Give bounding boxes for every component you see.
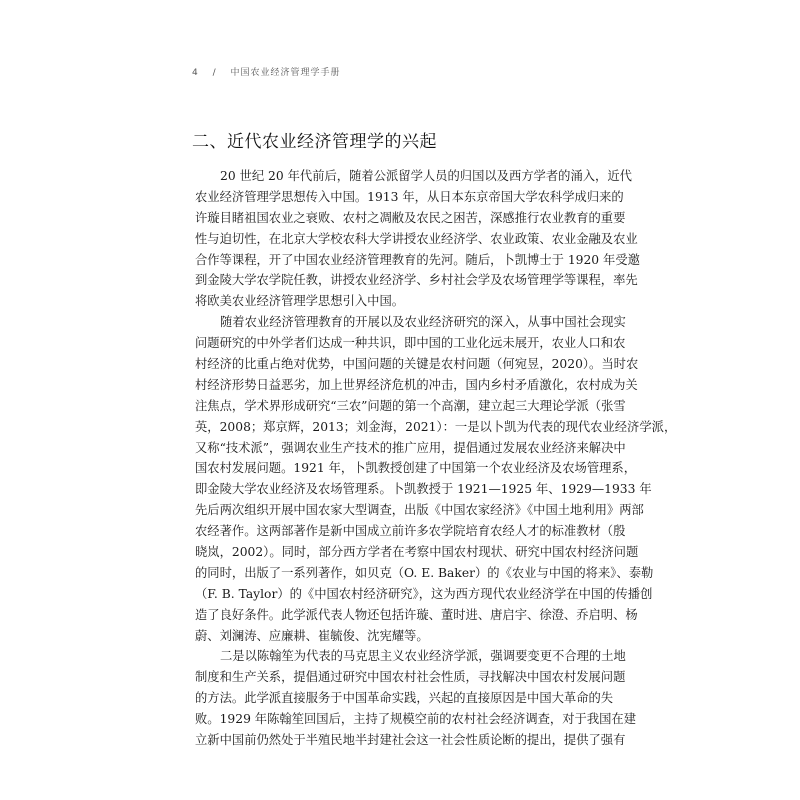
text-line: 许璇目睹祖国农业之衰败、农村之凋敝及农民之困苦，深感推行农业教育的重要 [195, 210, 626, 225]
text-line: 注焦点，学术界形成研究“三农”问题的第一个高潮，建立起三大理论学派（张雪 [195, 398, 626, 413]
text-line: 到金陵大学农学院任教，讲授农业经济学、乡村社会学及农场管理学等课程，率先 [195, 273, 638, 288]
text-line: 性与迫切性，在北京大学校农科大学讲授农业经济学、农业政策、农业金融及农业 [195, 231, 638, 246]
text-line: 先后两次组织开展中国农家大型调查，出版《中国农家经济》《中国土地利用》两部 [195, 503, 644, 518]
page-number: 4 [192, 68, 199, 78]
text-line: （F. B. Taylor）的《中国农村经济研究》，这为西方现代农业经济学在中国的传播创 [195, 586, 653, 601]
text-line: 问题研究的中外学者们达成一种共识，即中国的工业化远未展开，农业人口和农 [195, 336, 626, 351]
text-line: 二是以陈翰笙为代表的马克思主义农业经济学派，强调要变更不合理的土地 [220, 649, 626, 664]
text-line: 村经济形势日益恶劣，加上世界经济危机的冲击，国内乡村矛盾激化，农村成为关 [195, 377, 638, 392]
text-line: 又称“技术派”，强调农业生产技术的推广应用，提倡通过发展农业经济来解决中 [195, 440, 626, 455]
text-line: 立新中国前仍然处于半殖民地半封建社会这一社会性质论断的提出，提供了强有 [195, 733, 626, 748]
body-text [195, 166, 677, 751]
text-line: 随着农业经济管理教育的开展以及农业经济研究的深入，从事中国社会现实 [220, 315, 626, 330]
section-heading: 二、近代农业经济管理学的兴起 [192, 132, 437, 152]
text-line: 造了良好条件。此学派代表人物还包括许璇、董时进、唐启宇、徐澄、乔启明、杨 [195, 607, 638, 622]
separator: / [212, 68, 217, 78]
paragraph [195, 312, 677, 646]
text-line: 合作等课程，开了中国农业经济管理教育的先河。随后，卜凯博士于 1920 年受邀 [195, 252, 640, 267]
text-line: 将欧美农业经济管理学思想引入中国。 [195, 294, 405, 309]
text-line: 败。1929 年陈翰笙回国后，主持了规模空前的农村社会经济调查，对于我国在建 [195, 712, 637, 727]
text-line: 制度和生产关系，提倡通过研究中国农村社会性质，寻找解决中国农村发展问题 [195, 670, 626, 685]
text-line: 农业经济管理学思想传入中国。1913 年，从日本东京帝国大学农科学成归来的 [195, 189, 624, 204]
text-line: 即金陵大学农业经济及农场管理系。卜凯教授于 1921—1925 年、1929—1933 年 [195, 482, 652, 497]
text-line: 20 世纪 20 年代前后，随着公派留学人员的归国以及西方学者的涌入，近代 [220, 169, 632, 183]
paragraph [195, 646, 637, 750]
text-line: 村经济的比重占绝对优势，中国问题的关键是农村问题（何宛昱，2020）。当时农 [195, 357, 639, 372]
running-head [192, 65, 351, 78]
text-line: 蔚、刘澜涛、应廉耕、崔毓俊、沈宪耀等。 [195, 628, 429, 643]
book-title: 中国农业经济管理学手册 [230, 68, 341, 78]
text-line: 国农村发展问题。1921 年，卜凯教授创建了中国第一个农业经济及农场管理系， [195, 461, 637, 476]
text-line: 的方法。此学派直接服务于中国革命实践，兴起的直接原因是中国大革命的失 [195, 691, 614, 706]
text-line: 农经著作。这两部著作是新中国成立前许多农学院培育农经人才的标准教材（殷 [195, 524, 626, 539]
text-line: 英，2008；郑京辉，2013；刘金海，2021）：一是以卜凯为代表的现代农业经济学派， [195, 419, 677, 434]
text-line: 的同时，出版了一系列著作，如贝克（O. E. Baker）的《农业与中国的将来》、泰勒 [195, 565, 654, 580]
paragraph [195, 166, 640, 312]
text-line: 晓岚，2002）。同时，部分西方学者在考察中国农村现状、研究中国农村经济问题 [195, 545, 639, 560]
